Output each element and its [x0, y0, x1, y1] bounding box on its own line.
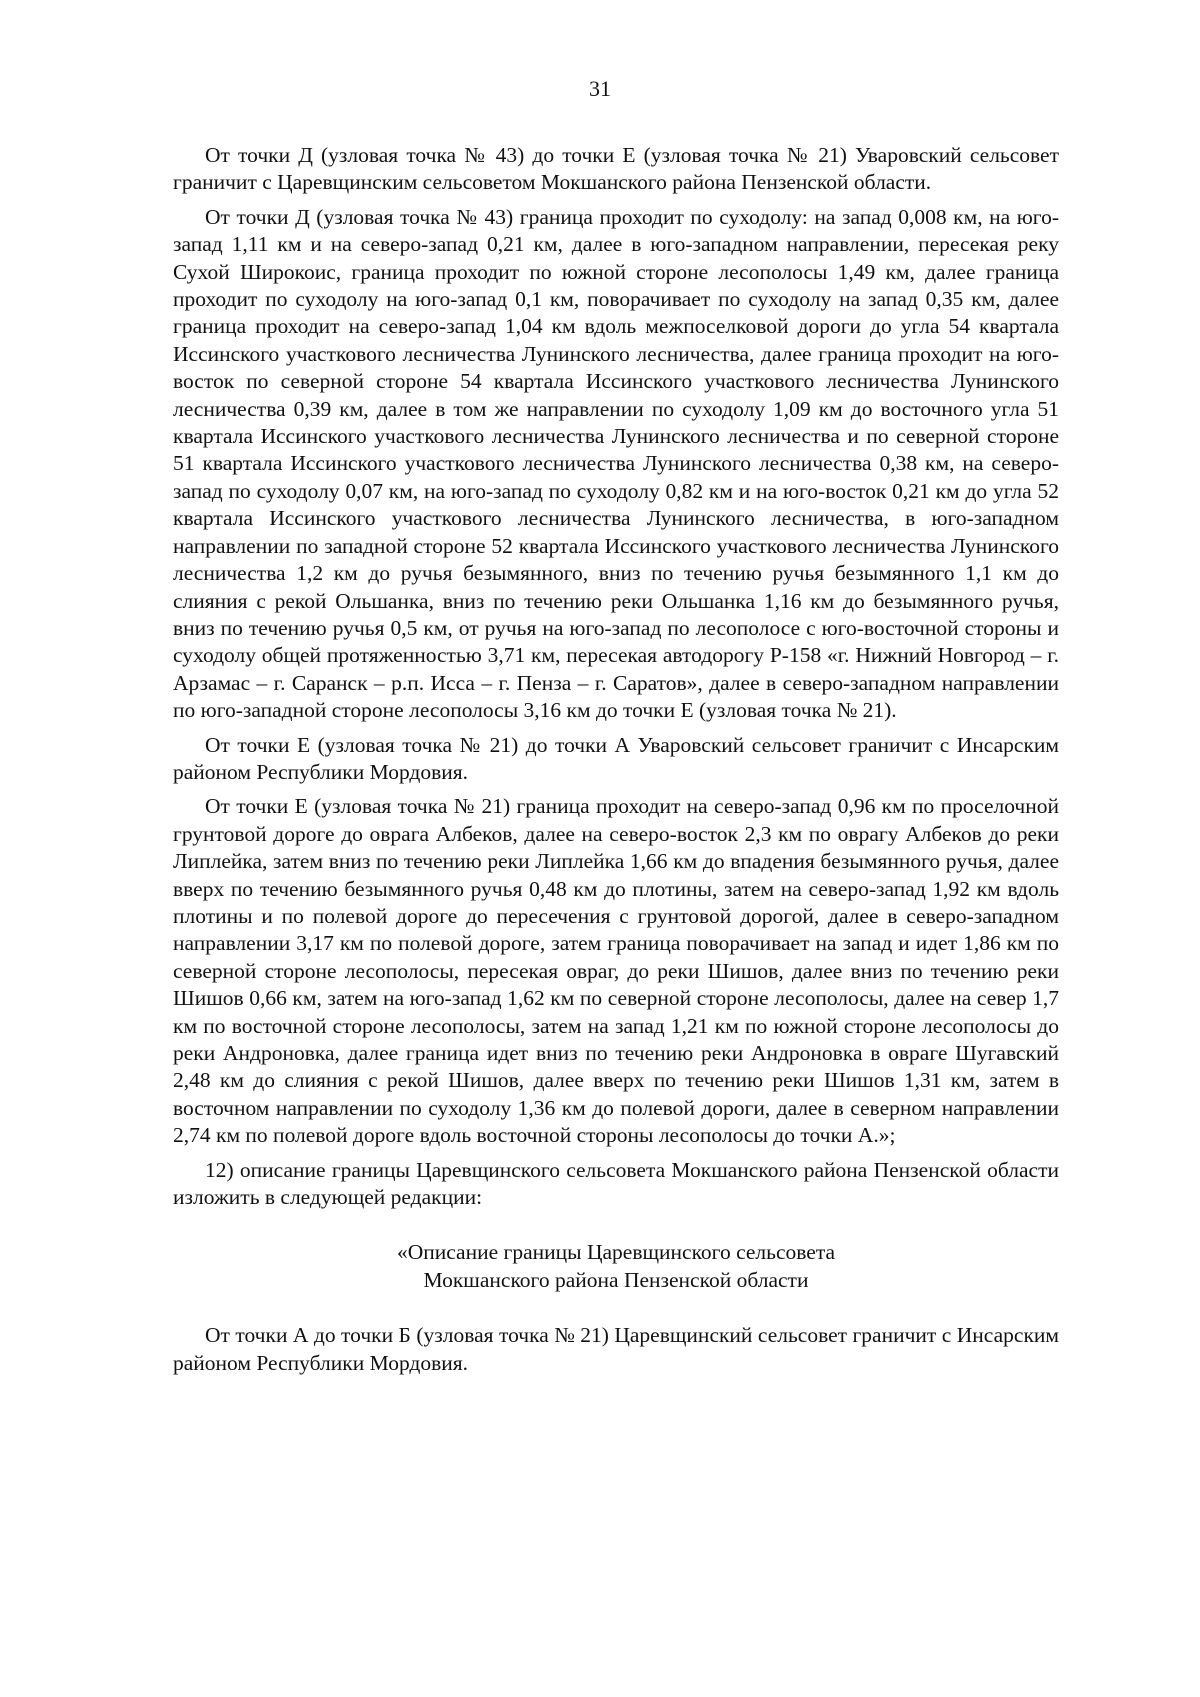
list-item-12: 12) описание границы Царевщинского сельсовета Мокшанского района Пензенской области изложить в следующей редакции: [173, 1157, 1059, 1210]
paragraph-boundary-a-b-neighbors: От точки А до точки Б (узловая точка № 21) Царевщинский сельсовет граничит с Инсарским районом Республики Мордовия. [173, 1323, 1059, 1375]
section-title-line-2: Мокшанского района Пензенской области [423, 1267, 809, 1292]
section-title-line-1: «Описание границы Царевщинского сельсовета [396, 1240, 836, 1265]
page-number: 31 [589, 76, 611, 101]
document-body [173, 142, 1059, 1384]
section-title [173, 1239, 1059, 1294]
paragraph-boundary-e-a-neighbors: От точки Е (узловая точка № 21) до точки А Уваровский сельсовет граничит с Инсарским районом Республики Мордовия. [173, 732, 1059, 784]
paragraph-boundary-d-e-description: От точки Д (узловая точка № 43) граница проходит по суходолу: на запад 0,008 км, на юго-запад 1,11 км и на северо-запад 0,21 км, далее в юго-западном направлении, пересекая реку Сухой Широкоис, граница проходит по южной стороне лесополосы 1,49 км, далее граница проходит по суходолу на юго-запад 0,1 км, поворачивает по суходолу на запад 0,35 км, далее граница проходит на северо-запад 1,04 км вдоль межпоселковой дороги до угла 54 квартала Иссинского участкового лесничества Лунинского лесничества, далее граница проходит на юго-восток по северной стороне 54 квартала Иссинского участкового лесничества Лунинского лесничества 0,39 км, далее в том же направлении по суходолу 1,09 км до восточного угла 51 квартала Иссинского участкового лесничества Лунинского лесничества и по северной стороне 51 квартала Иссинского участкового лесничества Лунинского лесничества 0,38 км, на северо-запад по суходолу 0,07 км, на юго-запад по суходолу 0,82 км и на юго-восток 0,21 км до угла 52 квартала Иссинского участкового лесничества Лунинского лесничества, в юго-западном направлении по западной стороне 52 квартала Иссинского участкового лесничества Лунинского лесничества 1,2 км до ручья безымянного, вниз по течению ручья безымянного 1,1 км до слияния с рекой Ольшанка, вниз по течению реки Ольшанка 1,16 км до безымянного ручья, вниз по течению ручья 0,5 км, от ручья на юго-запад по лесополосе с юго-восточной стороны и суходолу общей протяженностью 3,71 км, пересекая автодорогу Р-158 «г. Нижний Новгород – г. Арзамас – г. Саранск – р.п. Исса – г. Пенза – г. Саратов», далее в северо-западном направлении по юго-западной стороне лесополосы 3,16 км до точки Е (узловая точка № 21). [173, 204, 1059, 723]
paragraph-boundary-e-a-description: От точки Е (узловая точка № 21) граница проходит на северо-запад 0,96 км по проселочной грунтовой дороге до оврага Албеков, далее на северо-восток 2,3 км по оврагу Албеков до реки Липлейка, затем вниз по течению реки Липлейка 1,66 км до впадения безымянного ручья, далее вверх по течению безымянного ручья 0,48 км до плотины, затем на северо-запад 1,92 км вдоль плотины и по полевой дороге до пересечения с грунтовой дорогой, далее в северо-западном направлении 3,17 км по полевой дороге, затем граница поворачивает на запад и идет 1,86 км по северной стороне лесополосы, пересекая овраг, до реки Шишов, далее вниз по течению реки Шишов 0,66 км, затем на юго-запад 1,62 км по северной стороне лесополосы, далее на север 1,7 км по восточной стороне лесополосы, затем на запад 1,21 км по южной стороне лесополосы до реки Андроновка, далее граница идет вниз по течению реки Андроновка в овраге Шугавский 2,48 км до слияния с рекой Шишов, далее вверх по течению реки Шишов 1,31 км, затем в восточном направлении по суходолу 1,36 км до полевой дороги, далее в северном направлении 2,74 км по полевой дороге вдоль восточной стороны лесополосы до точки А.»; [173, 794, 1059, 1148]
paragraph-boundary-d-e-neighbors: От точки Д (узловая точка № 43) до точки Е (узловая точка № 21) Уваровский сельсовет граничит с Царевщинским сельсоветом Мокшанского района Пензенской области. [173, 143, 1059, 195]
